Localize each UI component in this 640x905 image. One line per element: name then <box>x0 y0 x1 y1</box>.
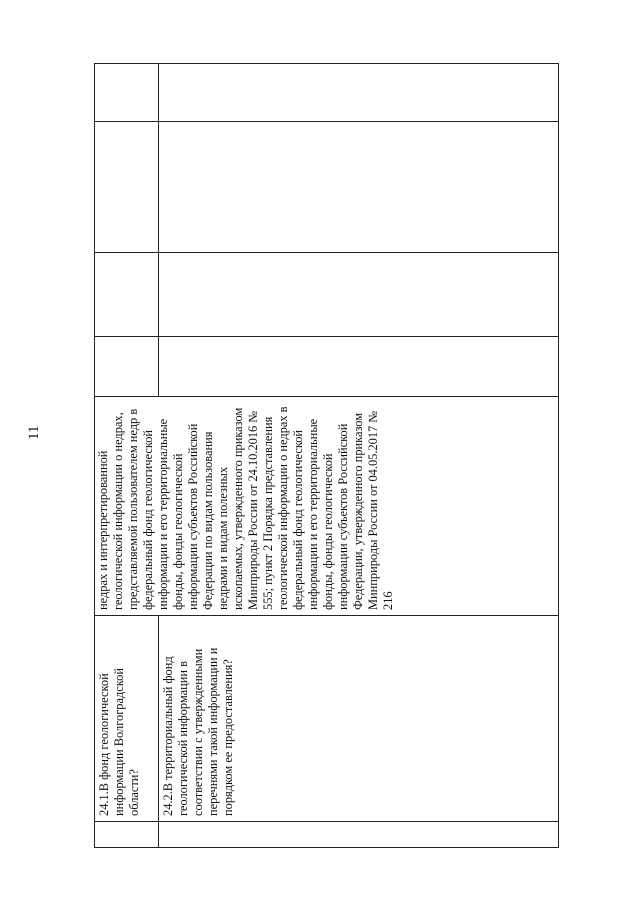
answer-yes-cell <box>159 337 559 397</box>
table-cell <box>95 822 159 848</box>
legal-basis-cell: недрах и интерпретированной геологической информации о недрах, представляемой пользователем недр в федеральный фонд геологической информации и его территориальные фонды, фонды геологической информации субъектов Российской Федерации по видам пользования недрами и видам полезных ископаемых, утвержденного приказом Минприроды России от 24.10.2016 № 555; пункт 2 Порядка представления геологической информации о недрах в федеральный фонд геологической информации и его территориальные фонды, фонды геологической информации субъектов Российской Федерации, утвержденного приказом Минприроды России от 04.05.2017 № 216 <box>95 397 559 616</box>
answer-na-cell <box>159 122 559 253</box>
checklist-table <box>94 63 559 848</box>
answer-yes-cell <box>95 337 159 397</box>
answer-no-cell <box>159 253 559 337</box>
note-cell <box>159 64 559 122</box>
question-cell: 24.2.В территориальный фонд геологической информации в соответствии с утвержденными перечнями такой информации и порядком ее предоставления? <box>159 616 559 822</box>
answer-no-cell <box>95 253 159 337</box>
table-cell <box>159 822 559 848</box>
table-row <box>95 64 159 848</box>
rotated-sheet <box>94 63 559 848</box>
question-cell: 24.1.В фонд геологической информации Волгоградской области? <box>95 616 159 822</box>
note-cell <box>95 64 159 122</box>
answer-na-cell <box>95 122 159 253</box>
page-number: 11 <box>26 425 42 440</box>
